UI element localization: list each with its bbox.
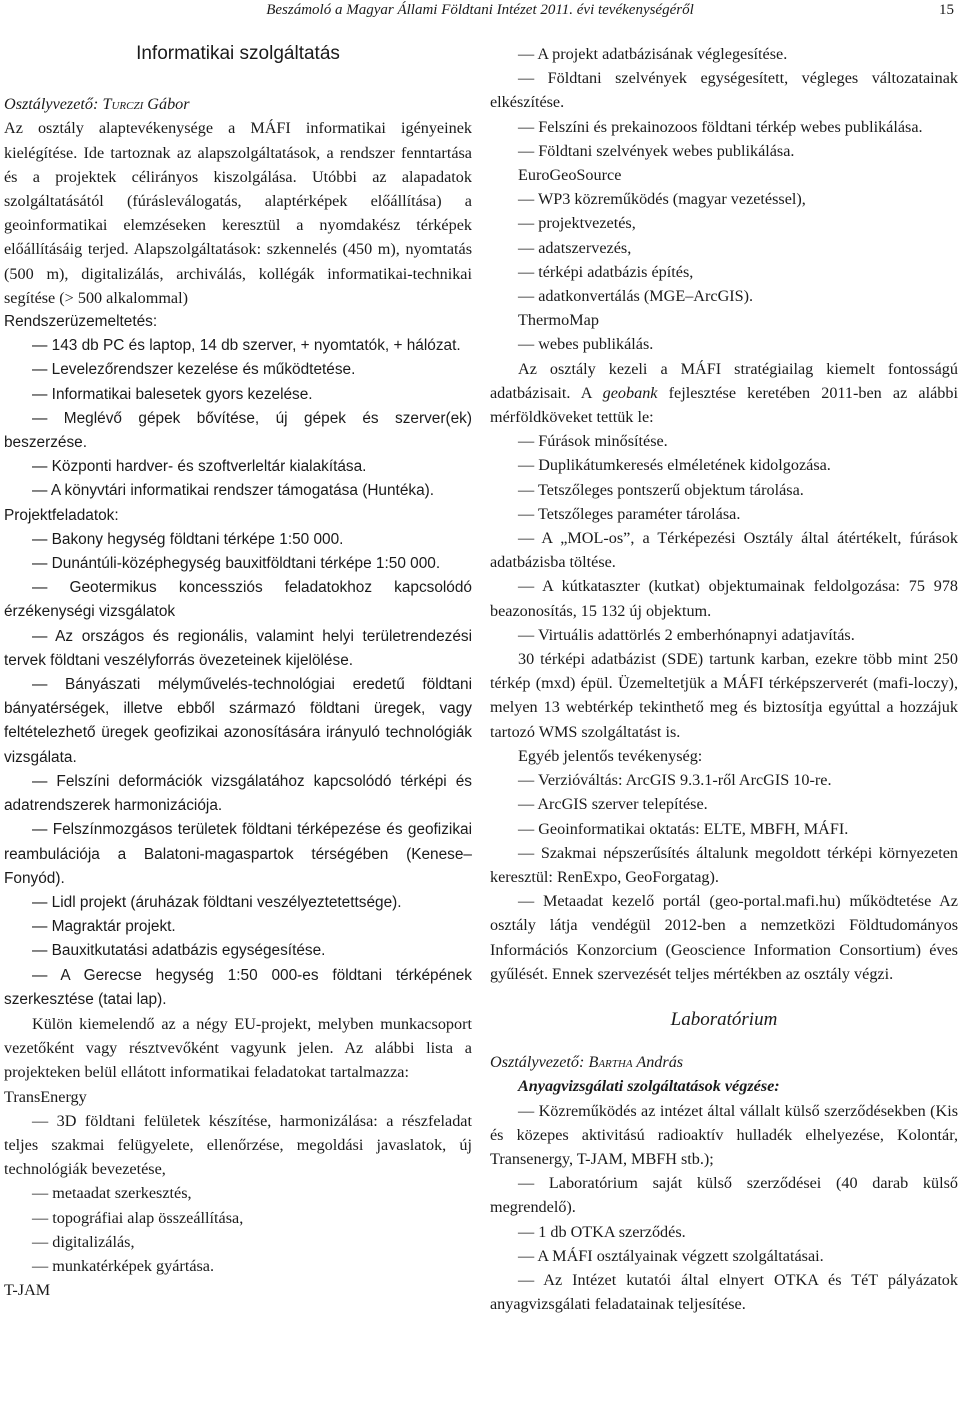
list-item: — A „MOL-os”, a Térképezési Osztály által átértékelt, fúrások adatbázisba töltése. (490, 529, 958, 572)
list-item: — Magraktár projekt. (32, 918, 176, 936)
list-item: — WP3 közreműködés (magyar vezetéssel), (518, 190, 806, 209)
list-item: — Az Intézet kutatói által elnyert OTKA és TéT pályázatok anyagvizsgálati feladatainak teljesítése. (490, 1270, 958, 1314)
list-item: — Szakmai népszerűsítés általunk megoldott térképi környezeten keresztül: RenExpo, GeoForgatag). (490, 843, 958, 886)
list-item: — Meglévő gépek bővítése, új gépek és szerver(ek) beszerzése. (4, 409, 472, 452)
list-item: — projektvezetés, (518, 214, 636, 233)
list-item: — A Gerecse hegység 1:50 000-es földtani térképének szerkesztése (tatai lap). (4, 966, 472, 1008)
thermomap-label: ThermoMap (518, 311, 599, 330)
list-item: — A könyvtári informatikai rendszer támogatása (Huntéka). (32, 482, 435, 500)
egyeb-label: Egyéb jelentős tevékenység: (518, 746, 703, 765)
list-item: — Fúrások minősítése. (518, 432, 668, 451)
page-header (0, 0, 960, 24)
list-item: — Levelezőrendszer kezelése és működtetése. (32, 361, 356, 379)
list-item: — Verzióváltás: ArcGIS 9.3.1-ről ArcGIS 10-re. (518, 771, 832, 790)
list-item: — Duplikátumkeresés elméletének kidolgozása. (518, 456, 831, 475)
list-item: — 1 db OTKA szerződés. (518, 1222, 686, 1241)
list-item: — ArcGIS szerver telepítése. (518, 795, 708, 814)
list-item: — Informatikai balesetek gyors kezelése. (32, 385, 313, 403)
list-item: — Dunántúli-középhegység bauxitföldtani térképe 1:50 000. (32, 555, 441, 573)
right-column (490, 42, 958, 1316)
list-item: — Geoinformatikai oktatás: ELTE, MBFH, MÁFI. (518, 819, 849, 838)
eu-paragraph: Külön kiemelendő az a négy EU-projekt, melyben munkacsoport vezetőként vagy résztvevőként vagyunk jelen. Az alábbi lista a projekteken belül ellátott informatikai feladatokat tartalmazza: (4, 1014, 472, 1082)
list-item: — A MÁFI osztályainak végzett szolgáltatásai. (518, 1246, 824, 1265)
list-item: — térképi adatbázis építés, (518, 262, 694, 281)
list-item: — munkatérképek gyártása. (32, 1256, 215, 1275)
list-item: — adatkonvertálás (MGE–ArcGIS). (518, 287, 754, 306)
list-item: — Felszínmozgásos területek földtani térképezése és geofizikai reambulációja a Balatoni-magaspartok térségében (Kenese–Fonyód). (4, 821, 472, 887)
list-item: — topográfiai alap összeállítása, (32, 1208, 244, 1227)
list-item: — 143 db PC és laptop, 14 db szerver, + nyomtatók, + hálózat. (32, 337, 461, 355)
list-item: — Tetszőleges pontszerű objektum tárolása. (518, 480, 804, 499)
eurogeosource-label: EuroGeoSource (518, 166, 622, 185)
list-item: — webes publikálás. (518, 335, 654, 354)
page-number: 15 (939, 2, 954, 18)
list-item: — A projekt adatbázisának véglegesítése. (518, 45, 788, 63)
list-item: — Laboratórium saját külső szerződései (40 darab külső megrendelő). (490, 1174, 958, 1217)
list-item: — metaadat szerkesztés, (32, 1184, 192, 1203)
list-item: — Földtani szelvények webes publikálása. (518, 141, 795, 160)
section-title-laboratorium: Laboratórium (670, 1008, 778, 1030)
list-item: — Felszíni és prekainozoos földtani térkép webes publikálása. (518, 117, 923, 136)
list-item: — Metaadat kezelő portál (geo-portal.mafi.hu) működtetése Az osztály látja vendégül 2012-ben a nemzetközi Földtudományos Információs Konzorcium (Geoscience Information Consortium) éves gyűlését. Ennek szervezését teljes mértékben az osztály végzi. (490, 892, 958, 983)
geobank-paragraph: Az osztály kezeli a MÁFI stratégiailag kiemelt fontosságú adatbázisait. A geobank fejlesztése keretében 2011-ben az alábbi mérföldköveket tettük le: (490, 359, 958, 427)
transenergy-label: TransEnergy (4, 1087, 87, 1106)
running-title: Beszámoló a Magyar Állami Földtani Intézet 2011. évi tevékenységéről (266, 2, 694, 18)
list-item: — Közreműködés az intézet által vállalt külső szerződésekben (Kis és közepes aktivitású radioaktív hulladék elhelyezése, Kolontár, Transenergy, T-JAM, MBFH stb.); (490, 1101, 958, 1168)
list-item: — Lidl projekt (áruházak földtani veszélyeztetettsége). (32, 893, 402, 911)
list-item: — Geotermikus koncessziós feladatokhoz kapcsolódó érzékenységi vizsgálatok (4, 579, 472, 621)
list-item: — Tetszőleges paraméter tárolása. (518, 504, 741, 523)
list-item: — Felszíni deformációk vizsgálatához kapcsolódó térképi és adatrendszerek harmonizációja. (4, 772, 472, 815)
lab-department-head: Osztályvezető: Bartha András (490, 1053, 684, 1072)
list-item: — Az országos és regionális, valamint helyi területrendezési tervek földtani veszélyforrás övezeteinek kijelölése. (4, 627, 472, 669)
intro-paragraph: Az osztály alaptevékenysége a MÁFI informatikai igényeinek kielégítése. Ide tartoznak az alapszolgáltatások, a rendszer fenntartása és a projektek célirányos kiszolgálása. Utóbbi az alapadatok szolgáltatásától (fúrásleválogatás, alaptérképek előállítása) a geoinformatikai elemzéseken keresztül a nyomdakész térképek előállításáig terjed. Alapszolgáltatások: szkennelés (450 m), nyomtatás (500 m), digitalizálás, archiválás, kollégák informatikai-technikai segítése (> 500 alkalommal) (4, 119, 472, 307)
section-title-informatika: Informatikai szolgáltatás (136, 43, 340, 64)
department-head: Osztályvezető: Turczi Gábor (4, 95, 190, 114)
sde-paragraph: 30 térképi adatbázist (SDE) tartunk karban, ezekre több mint 250 térkép (mxd) épül. Üzemeltetjük a MÁFI térképszerverét (mafi-loczy), melyen 13 webtérkép tekinthető meg és biztosítja egyúttal a hozzájuk tartozó WMS szolgáltatást is. (490, 650, 958, 741)
rendszer-label: Rendszerüzemeltetés: (4, 313, 158, 331)
projekt-label: Projektfeladatok: (4, 506, 119, 524)
list-item: — 3D földtani felületek készítése, harmonizálása: a részfeladat teljes szakmai felügyelete, ellenőrzése, megoldási javaslatok, új technológiák bevezetése, (4, 1111, 472, 1179)
list-item: — Bányászati mélyművelés-technológiai eredetű földtani bányatérségek, illetve ebből származó földtani üregek, vagy feltételezhető üregek geofizikai azonosítására irányuló technológiák vizsgálata. (4, 676, 472, 766)
list-item: — Földtani szelvények egységesített, végleges változatainak elkészítése. (490, 69, 958, 112)
tjam-label: T-JAM (4, 1281, 51, 1300)
list-item: — Bakony hegység földtani térképe 1:50 000. (32, 530, 344, 548)
lab-subheading: Anyagvizsgálati szolgáltatások végzése: (518, 1077, 780, 1096)
list-item: — Központi hardver- és szoftverleltár kialakítása. (32, 458, 367, 476)
list-item: — digitalizálás, (32, 1232, 135, 1251)
list-item: — Virtuális adattörlés 2 emberhónapnyi adatjavítás. (518, 625, 855, 644)
list-item: — Bauxitkutatási adatbázis egységesítése. (32, 942, 326, 960)
left-column (4, 42, 472, 1302)
list-item: — A kútkataszter (kutkat) objektumainak feldolgozása: 75 978 beazonosítás, 15 132 új objektum. (490, 577, 958, 620)
list-item: — adatszervezés, (518, 238, 632, 257)
